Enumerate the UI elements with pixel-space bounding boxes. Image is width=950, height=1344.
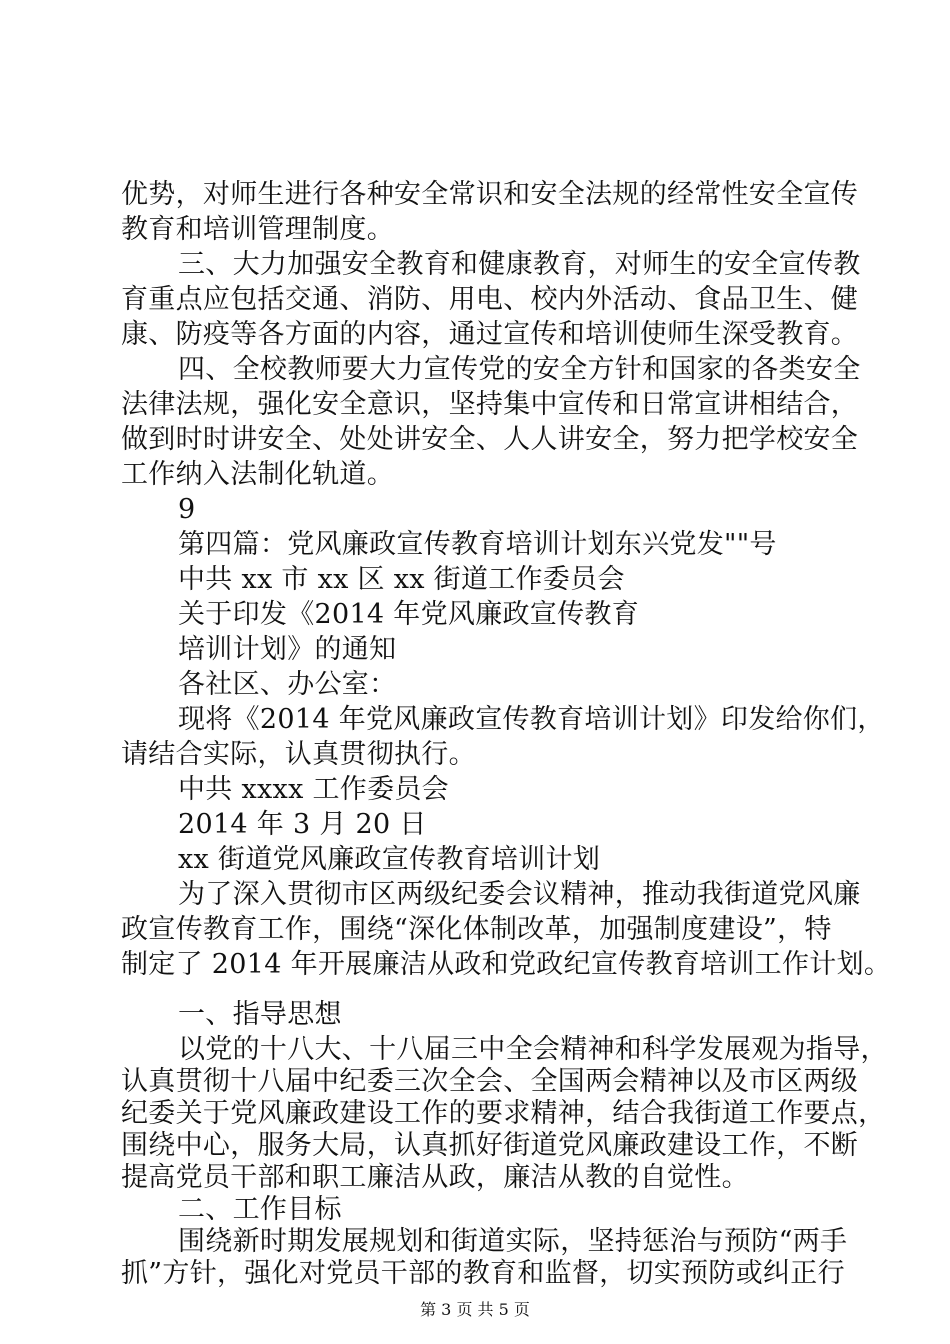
text-line: 抓”方针，强化对党员干部的教育和监督，切实预防或纠正行 [121,1258,845,1289]
notice-title: 培训计划》的通知 [178,634,397,665]
text-line: 制定了 2014 年开展廉洁从政和党政纪宣传教育培训工作计划。 [121,949,892,980]
text-line: 优势，对师生进行各种安全常识和安全法规的经常性安全宣传 [121,179,859,210]
page-footer: 第 3 页 共 5 页 [420,1300,530,1319]
text-line: 康、防疫等各方面的内容，通过宣传和培训使师生深受教育。 [121,319,859,350]
text-line: 以党的十八大、十八届三中全会精神和科学发展观为指导， [178,1034,888,1065]
text-line: 认真贯彻十八届中纪委三次全会、全国两会精神以及市区两级 [121,1066,859,1097]
text-line: 围绕中心，服务大局，认真抓好街道党风廉政建设工作，不断 [121,1130,859,1161]
signature-line: 中共 xxxx 工作委员会 [178,774,449,805]
text-line: 现将《2014 年党风廉政宣传教育培训计划》印发给你们， [178,704,885,735]
notice-title: 关于印发《2014 年党风廉政宣传教育 [178,599,639,630]
recipient-line: 各社区、办公室： [178,669,397,700]
text-line: 法律法规，强化安全意识，坚持集中宣传和日常宣讲相结合， [121,389,859,420]
text-line: 政宣传教育工作，围绕“深化体制改革，加强制度建设”，特 [121,914,832,945]
text-line: 教育和培训管理制度。 [121,214,394,245]
text-line: 三、大力加强安全教育和健康教育，对师生的安全宣传教 [178,249,861,280]
text-line: 做到时时讲安全、处处讲安全、人人讲安全，努力把学校安全 [121,424,859,455]
text-line: 提高党员干部和职工廉洁从政，廉洁从教的自觉性。 [121,1162,749,1193]
page-number-marker: 9 [178,494,196,525]
text-line: 工作纳入法制化轨道。 [121,459,394,490]
text-line: 纪委关于党风廉政建设工作的要求精神，结合我街道工作要点， [121,1098,886,1129]
subsection-heading: 二、工作目标 [178,1194,342,1225]
text-line: 四、全校教师要大力宣传党的安全方针和国家的各类安全 [178,354,861,385]
issuer-line: 中共 xx 市 xx 区 xx 街道工作委员会 [178,564,625,595]
plan-title: xx 街道党风廉政宣传教育培训计划 [178,844,601,875]
date-line: 2014 年 3 月 20 日 [178,809,427,840]
text-line: 围绕新时期发展规划和街道实际，坚持惩治与预防“两手 [178,1226,848,1257]
text-line: 请结合实际，认真贯彻执行。 [121,739,476,770]
subsection-heading: 一、指导思想 [178,999,342,1030]
text-line: 育重点应包括交通、消防、用电、校内外活动、食品卫生、健 [121,284,859,315]
text-line: 为了深入贯彻市区两级纪委会议精神，推动我街道党风廉 [178,879,861,910]
section-heading: 第四篇：党风廉政宣传教育培训计划东兴党发""号 [178,529,777,560]
